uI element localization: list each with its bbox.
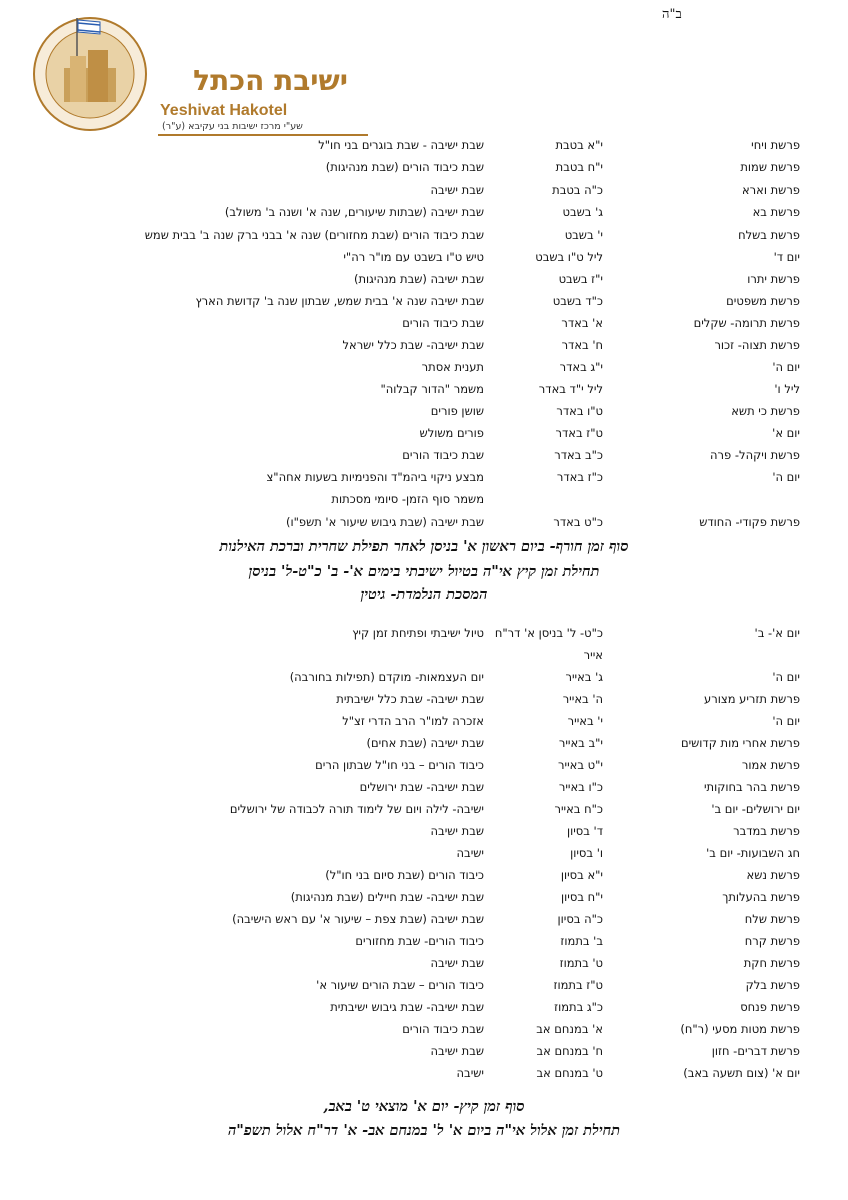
event-name: פרשת נשא (746, 868, 800, 882)
event-date: ד' בסיון (566, 824, 603, 838)
logo-subtitle: שע"י מרכז ישיבות בני עקיבא (ע"ר) (162, 121, 303, 132)
table-row (0, 357, 848, 377)
event-date: א' במנחם אב (536, 1022, 603, 1036)
event-date: כ"ה בטבת (552, 183, 603, 197)
event-date: כ"ד בשבט (552, 294, 603, 308)
event-date: ט"ז באדר (555, 426, 603, 440)
yeshiva-logo (30, 8, 350, 136)
event-description: שבת ישיבה (שבתות שיעורים, שנה א' ושנה ב' משולב) (224, 205, 484, 219)
event-name: פרשת משפטים (726, 294, 800, 308)
event-name: פרשת תזריע מצורע (704, 692, 800, 706)
bh-header: ב"ה (662, 7, 682, 22)
table-row (0, 645, 848, 665)
table-row (0, 489, 848, 509)
event-name: פרשת דברים- חזון (711, 1044, 800, 1058)
table-row (0, 821, 848, 841)
logo-hebrew-name: ישיבת הכתל (193, 64, 348, 97)
event-date: כ"ז באדר (556, 470, 603, 484)
table-row (0, 225, 848, 245)
table-row (0, 445, 848, 465)
table-row (0, 865, 848, 885)
event-description: טיול ישיבתי ופתיחת זמן קיץ (352, 626, 484, 640)
event-date: ג' בשבט (562, 205, 603, 219)
table-row (0, 157, 848, 177)
event-description: תענית אסתר (421, 360, 484, 374)
table-row (0, 755, 848, 775)
event-date: כ"ה בסיון (557, 912, 603, 926)
table-row (0, 512, 848, 532)
event-description: שבת ישיבה (שבת אחים) (366, 736, 484, 750)
event-name: פרשת תצוה- זכור (714, 338, 800, 352)
table-row (0, 711, 848, 731)
event-description: טיש ט"ו בשבט עם מו"ר רה"י (343, 250, 484, 264)
table-row (0, 1041, 848, 1061)
event-date: י"א בסיון (560, 868, 603, 882)
event-description: כיבוד הורים- שבת מחזורים (355, 934, 484, 948)
table-row (0, 467, 848, 487)
event-name: פרשת תרומה- שקלים (693, 316, 800, 330)
table-row (0, 843, 848, 863)
event-name: פרשת וארא (741, 183, 800, 197)
event-date: כ"ט- ל' בניסן א' דר"ח (494, 626, 603, 640)
event-name: פרשת ויחי (751, 138, 800, 152)
event-date: י"ח בסיון (561, 890, 603, 904)
event-date: ו' בסיון (570, 846, 603, 860)
event-description: יום העצמאות- מוקדם (תפילות בחורבה) (289, 670, 484, 684)
table-row (0, 269, 848, 289)
event-date: ב' בתמוז (560, 934, 603, 948)
event-description: שבת כיבוד הורים (402, 1022, 484, 1036)
table-row (0, 931, 848, 951)
event-date: ח' במנחם אב (536, 1044, 603, 1058)
event-name: יום ה' (772, 470, 800, 484)
event-name: פרשת אמור (741, 758, 800, 772)
event-name: יום ד' (773, 250, 800, 264)
event-name: יום ה' (772, 714, 800, 728)
event-name: פרשת שלח (744, 912, 800, 926)
event-description: ישיבה- לילה ויום של לימוד תורה לכבודה של ירושלים (229, 802, 484, 816)
event-name: פרשת בא (752, 205, 800, 219)
event-description: מבצע ניקוי ביהמ"ד והפנימיות בשעות אחה"צ (266, 470, 484, 484)
event-description: שבת כיבוד הורים (402, 316, 484, 330)
event-name: פרשת מטות מסעי (ר"ח) (680, 1022, 800, 1036)
event-name: פרשת חקת (743, 956, 800, 970)
event-date: כ"ט באדר (553, 515, 603, 529)
event-date: כ"ג בתמוז (554, 1000, 603, 1014)
table-row (0, 953, 848, 973)
event-name: יום א' (772, 426, 800, 440)
event-name: יום א'- ב' (754, 626, 800, 640)
event-description: ישיבה (456, 846, 484, 860)
table-row (0, 799, 848, 819)
seal-icon (30, 8, 150, 136)
event-name: פרשת פקודי- החודש (699, 515, 800, 529)
table-row (0, 202, 848, 222)
event-date: כ"ב באדר (554, 448, 603, 462)
table-row (0, 1019, 848, 1039)
table-row (0, 975, 848, 995)
event-description: ישיבה (456, 1066, 484, 1080)
event-date: י' באייר (567, 714, 603, 728)
table-row (0, 667, 848, 687)
table-row (0, 135, 848, 155)
mid-line: המסכת הנלמדת- גיטין (360, 586, 488, 603)
event-description: שושן פורים (430, 404, 484, 418)
event-name: פרשת פנחס (740, 1000, 800, 1014)
event-date: י"ג באדר (559, 360, 603, 374)
event-name: פרשת בהר בחוקותי (703, 780, 800, 794)
bottom-line: סוף זמן קיץ- יום א' מוצאי ט' באב, (323, 1098, 525, 1115)
event-date: י' בשבט (564, 228, 603, 242)
event-date: ט' במנחם אב (536, 1066, 603, 1080)
event-description: שבת ישיבה- שבת גיבוש ישיבתית (330, 1000, 484, 1014)
event-description: שבת ישיבה - שבת בוגרים בני חו"ל (318, 138, 484, 152)
event-name: פרשת יתרו (747, 272, 800, 286)
event-description: שבת ישיבה שנה א' בבית שמש, שבתון שנה ב' קדושת הארץ (195, 294, 484, 308)
event-name: יום א' (צום תשעה באב) (683, 1066, 800, 1080)
event-description: משמר "הדור קבלוה" (380, 382, 484, 396)
table-row (0, 997, 848, 1017)
event-description: כיבוד הורים (שבת סיום בני חו"ל) (325, 868, 484, 882)
mid-line: תחילת זמן קיץ אי"ה בטיול ישיבתי בימים א'- ב' כ"ט-ל' בניסן (248, 563, 600, 580)
event-name: חג השבועות- יום ב' (706, 846, 800, 860)
event-description: שבת ישיבה (שבת מנהיגות) (353, 272, 484, 286)
event-name: פרשת בשלח (738, 228, 800, 242)
event-date: ט"ז בתמוז (553, 978, 603, 992)
event-date: א' באדר (561, 316, 603, 330)
event-description: שבת ישיבה (430, 956, 484, 970)
event-description: שבת ישיבה- שבת ירושלים (359, 780, 484, 794)
event-description: כיבוד הורים – בני חו"ל שבתון הרים (315, 758, 484, 772)
table-row (0, 379, 848, 399)
event-name: פרשת כי תשא (731, 404, 800, 418)
event-name: פרשת בהעלותך (722, 890, 800, 904)
event-description: כיבוד הורים – שבת הורים שיעור א' (316, 978, 484, 992)
table-row (0, 401, 848, 421)
table-row (0, 909, 848, 929)
event-description: שבת ישיבה (שבת גיבוש שיעור א' תשפ"ו) (285, 515, 484, 529)
event-description: שבת ישיבה (שבת צפת – שיעור א' עם ראש הישיבה) (232, 912, 484, 926)
event-description: שבת כיבוד הורים (402, 448, 484, 462)
table-row (0, 777, 848, 797)
event-date: י"ח בטבת (555, 160, 603, 174)
event-description: פורים משולש (419, 426, 484, 440)
event-description: שבת ישיבה (430, 183, 484, 197)
event-name: פרשת קרח (744, 934, 800, 948)
event-name: ליל ו' (774, 382, 800, 396)
event-description: שבת כיבוד הורים (שבת מנהיגות) (325, 160, 484, 174)
event-description: שבת כיבוד הורים (שבת מחזורים) שנה א' בבני ברק שנה ב' בבית שמש (144, 228, 484, 242)
event-description: משמר סוף הזמן- סיומי מסכתות (331, 492, 484, 506)
event-description: אזכרה למו"ר הרב הדרי זצ"ל (342, 714, 484, 728)
event-name: פרשת ויקהל- פרה (710, 448, 800, 462)
event-description: שבת ישיבה- שבת כלל ישראל (342, 338, 484, 352)
logo-english-name: Yeshivat Hakotel (160, 102, 288, 119)
table-row (0, 887, 848, 907)
event-description: שבת ישיבה (430, 1044, 484, 1058)
event-date: ג' באייר (565, 670, 603, 684)
event-date: י"ב באייר (558, 736, 603, 750)
event-name: פרשת במדבר (733, 824, 800, 838)
event-name: פרשת בלק (745, 978, 800, 992)
event-name: פרשת אחרי מות קדושים (680, 736, 800, 750)
table-row (0, 180, 848, 200)
table-row (0, 313, 848, 333)
table-row (0, 335, 848, 355)
event-date: כ"ו באייר (558, 780, 603, 794)
event-date: ליל ט"ו בשבט (535, 250, 603, 264)
event-description: שבת ישיבה- שבת כלל ישיבתית (336, 692, 484, 706)
event-date: ח' באדר (561, 338, 603, 352)
mid-line: סוף זמן חורף- ביום ראשון א' בניסן לאחר תפילת שחרית וברכת האילנות (219, 538, 629, 555)
bottom-line: תחילת זמן אלול אי"ה ביום א' ל' במנחם אב- א' דר"ח אלול תשפ"ה (227, 1122, 621, 1139)
event-date: ליל י"ד באדר (538, 382, 603, 396)
event-date: ט' בתמוז (559, 956, 603, 970)
event-name: פרשת שמות (740, 160, 800, 174)
event-name: יום ה' (772, 670, 800, 684)
table-row (0, 291, 848, 311)
event-description: שבת ישיבה (430, 824, 484, 838)
table-row (0, 733, 848, 753)
event-date: י"א בטבת (555, 138, 603, 152)
table-row (0, 423, 848, 443)
event-name: יום ה' (772, 360, 800, 374)
event-name: יום ירושלים- יום ב' (711, 802, 800, 816)
event-date: ט"ו באדר (556, 404, 603, 418)
table-row (0, 247, 848, 267)
table-row (0, 623, 848, 643)
event-date: כ"ח באייר (554, 802, 603, 816)
table-row (0, 1063, 848, 1083)
event-date: י"ט באייר (558, 758, 603, 772)
event-date: י"ז בשבט (558, 272, 603, 286)
event-date: ה' באייר (562, 692, 603, 706)
table-row (0, 689, 848, 709)
event-description: שבת ישיבה- שבת חיילים (שבת מנהיגות) (290, 890, 484, 904)
event-date: אייר (583, 648, 603, 662)
